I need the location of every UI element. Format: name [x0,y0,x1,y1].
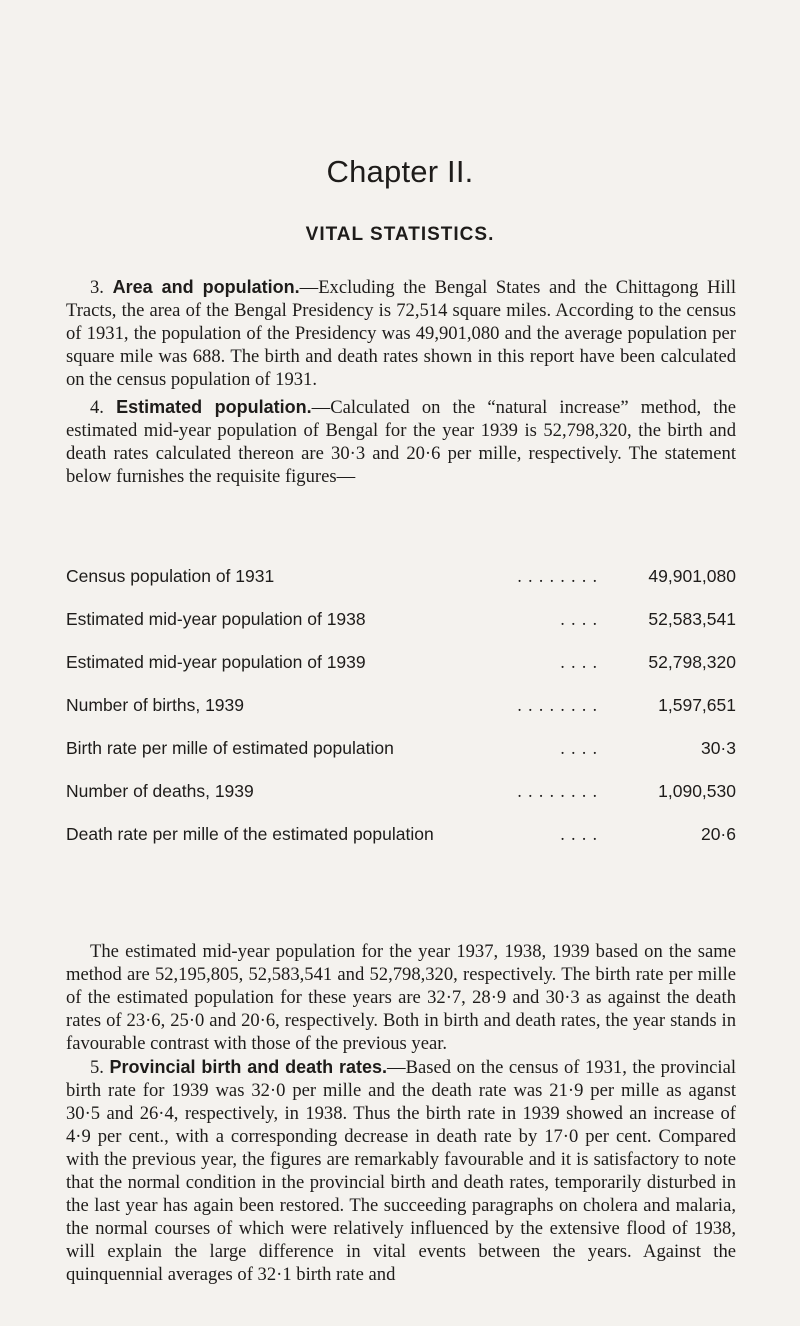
stat-label: Census population of 1931 [66,566,275,586]
stat-label: Birth rate per mille of estimated population [66,738,394,758]
stat-row [66,609,736,652]
leader-dots: . . . . [560,738,598,758]
stat-value: 52,798,320 [648,652,736,672]
stat-row [66,652,736,695]
paragraph-heading: Area and population. [112,277,300,297]
paragraph-text: —Excluding the Bengal States and the Chittagong Hill Tracts, the area of the Bengal Presidency is 72,514 square miles. According to the census of 1931, the population of the Presidency was 49,901,080 and the average population per square mile was 688. The birth and death rates shown in this report have been calculated on the census population of 1931. [66,277,736,390]
stat-row [66,695,736,738]
paragraph-text: —Based on the census of 1931, the provincial birth rate for 1939 was 32·0 per mille and the death rate was 21·9 per mille as aganst 30·5 and 26·4, respectively, in 1938. Thus the birth rate in 1939 showed an increase of 4·9 per cent., with a corresponding decrease in death rate by 17·0 per cent. Compared with the previous year, the figures are remarkably favourable and it is satisfactory to note that the normal condition in the provincial birth and death rates, temporarily disturbed in the last year has again been restored. The succeeding paragraphs on cholera and malaria, the normal courses of which were relatively influenced by the extensive flood of 1938, will explain the large difference in vital events between the years. Against the quinquennial averages of 32·1 birth rate and [66,1057,736,1285]
section-title: VITAL STATISTICS. [305,224,495,245]
paragraph-heading: Estimated population. [116,397,312,417]
stat-value: 30·3 [700,738,736,758]
stat-label: Estimated mid-year population of 1939 [66,652,366,672]
leader-dots: . . . . . . . . [517,781,598,801]
leader-dots: . . . . . . . . [517,695,598,715]
stat-row [66,738,736,781]
leader-dots: . . . . [560,652,598,672]
stat-label: Death rate per mille of the estimated population [66,824,434,844]
paragraph-number: 4. [90,397,104,418]
paragraph-number: 5. [90,1057,104,1078]
stat-row [66,781,736,824]
chapter-title: Chapter II. [326,154,474,189]
stat-row [66,566,736,609]
paragraph-area-and-population [66,276,736,391]
leader-dots: . . . . [560,824,598,844]
paragraph-estimated-population [66,396,736,488]
stat-value: 1,090,530 [658,781,736,801]
paragraph-provincial-birth-and-death-rates [66,1056,736,1286]
stat-label: Number of deaths, 1939 [66,781,254,801]
stat-value: 1,597,651 [658,695,736,715]
paragraph-number: 3. [90,277,104,298]
stat-value: 52,583,541 [648,609,736,629]
stat-value: 20·6 [700,824,736,844]
stat-label: Estimated mid-year population of 1938 [66,609,366,629]
population-statement-table [66,566,736,867]
stat-row [66,824,736,867]
paragraph-text: —Calculated on the “natural increase” method, the estimated mid-year population of Bengal for the year 1939 is 52,798,320, the birth and death rates calculated thereon are 30·3 and 20·6 per mille, respectively. The statement below furnishes the requisite figures— [66,397,736,487]
leader-dots: . . . . . . . . [517,566,598,586]
stat-value: 49,901,080 [648,566,736,586]
paragraph-estimated-population-continued: The estimated mid-year population for the year 1937, 1938, 1939 based on the same method are 52,195,805, 52,583,541 and 52,798,320, respectively. The birth rate per mille of the estimated population for these years are 32·7, 28·9 and 30·3 as against the death rates of 23·6, 25·0 and 20·6, respectively. Both in birth and death rates, the year stands in favourable contrast with those of the previous year. [66,941,736,1054]
paragraph-heading: Provincial birth and death rates. [109,1057,388,1077]
leader-dots: . . . . [560,609,598,629]
stat-label: Number of births, 1939 [66,695,245,715]
